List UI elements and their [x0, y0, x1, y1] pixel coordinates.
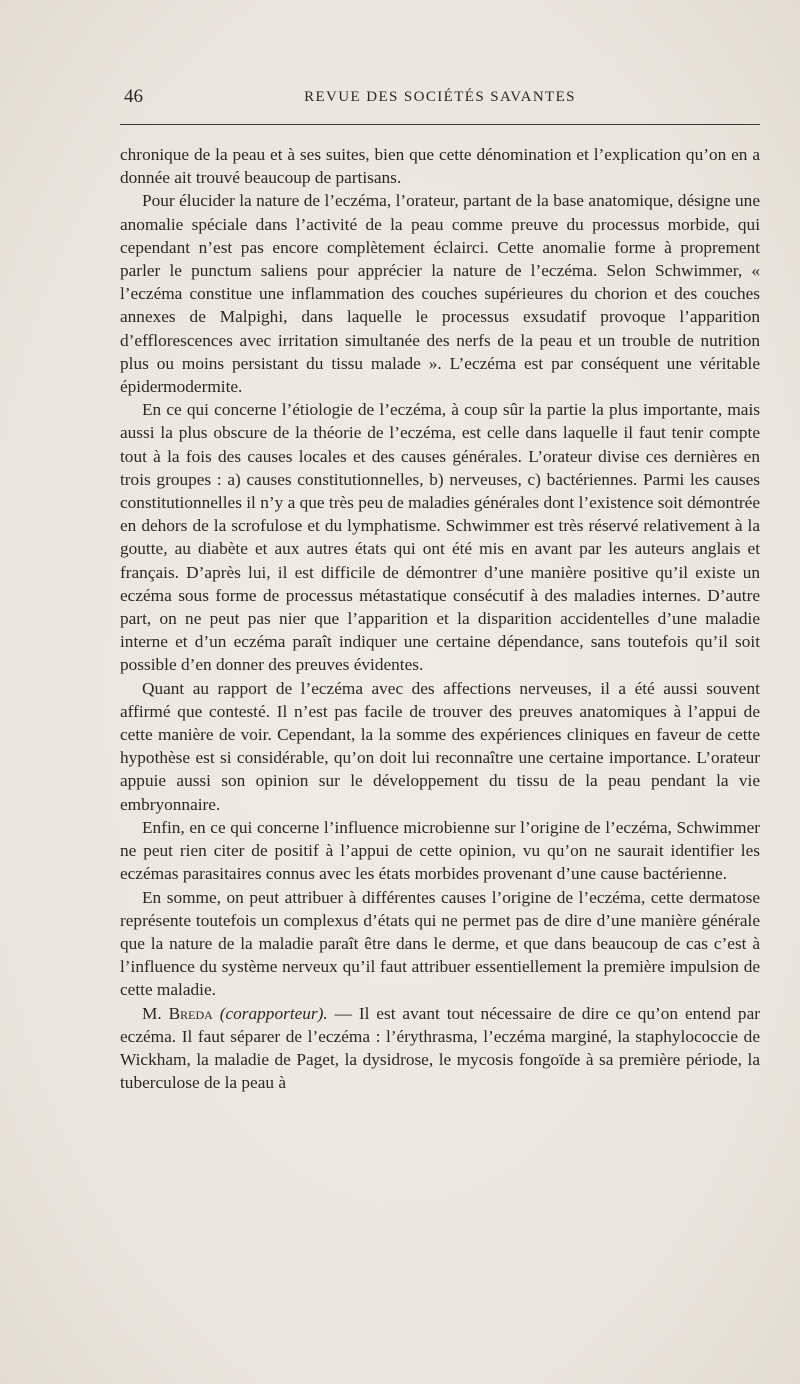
paragraph-7-text: — Il est avant tout nécessaire de dire ce qu’on entend par eczéma. Il faut séparer de l’eczéma : l’érythrasma, l’eczéma marginé, la staphylococcie de Wickham, la maladie de Paget, la dysidrose, le mycosis fongoïde à sa première période, la tuberculose de la peau à	[120, 1003, 760, 1093]
paragraph-7	[120, 1002, 760, 1095]
paragraph-5: Enfin, en ce qui concerne l’influence microbienne sur l’origine de l’eczéma, Schwimmer ne peut rien citer de positif à l’appui de cette opinion, vu qu’on ne saurait identifier les eczémas parasitaires connus avec les états morbides provenant d’une cause bactérienne.	[120, 817, 760, 884]
paragraph-4: Quant au rapport de l’eczéma avec des affections nerveuses, il a été aussi souvent affirmé que contesté. Il n’est pas facile de trouver des preuves anatomiques à l’appui de cette manière de voir. Cependant, la la somme des expériences cliniques en faveur de cette hypothèse est si considérable, qu’on doit lui reconnaître une certaine importance. L’orateur appuie aussi son opinion sur le développement du tissu de la peau pendant la vie embryonnaire.	[120, 678, 760, 814]
paragraph-3: En ce qui concerne l’étiologie de l’eczéma, à coup sûr la partie la plus importante, mais aussi la plus obscure de la théorie de l’eczéma, est celle dans laquelle il faut tenir compte tout à la fois des causes locales et des causes générales. L’orateur divise ces dernières en trois groupes : a) causes constitutionnelles, b) nerveuses, c) bactériennes. Parmi les causes constitutionnelles il n’y a que très peu de maladies générales dont l’existence soit démontrée en dehors de la scrofulose et du lymphatisme. Schwimmer est très réservé relativement à la goutte, au diabète et aux autres états qui ont été mis en avant par les auteurs anglais et français. D’après lui, il est difficile de démontrer d’une manière positive qu’il existe un eczéma sous forme de processus métastatique consécutif à des maladies internes. D’autre part, on ne peut pas nier que l’apparition et la disparition accidentelles d’une maladie interne et d’un eczéma paraît indiquer une certaine dépendance, sans toutefois qu’il soit possible d’en donner des preuves évidentes.	[120, 400, 760, 675]
speaker-name: Breda	[168, 1003, 213, 1023]
speaker-role: (corapporteur).	[219, 1003, 328, 1023]
running-title: REVUE DES SOCIÉTÉS SAVANTES	[304, 89, 576, 105]
paragraph-1: chronique de la peau et à ses suites, bien que cette dénomination et l’explication qu’on en a donnée ait trouvé beaucoup de partisans.	[120, 145, 760, 188]
page-header	[120, 86, 760, 110]
speaker-prefix: M.	[142, 1003, 169, 1023]
body-text	[120, 143, 760, 1094]
header-rule	[120, 124, 760, 125]
paragraph-6: En somme, on peut attribuer à différentes causes l’origine de l’eczéma, cette dermatose représente toutefois un complexus d’états qui ne permet pas de dire d’une manière générale que la nature de la maladie paraît être dans le derme, et que dans beaucoup de cas c’est à l’influence du système nerveux qu’il faut attribuer essentiellement la première impulsion de cette maladie.	[120, 887, 760, 1000]
paragraph-2: Pour élucider la nature de l’eczéma, l’orateur, partant de la base anatomique, désigne une anomalie spéciale dans l’activité de la peau comme preuve du processus morbide, qui cependant n’est pas encore complètement éclairci. Cette anomalie forme à proprement parler le punctum saliens pour apprécier la nature de l’eczéma. Selon Schwimmer, « l’eczéma constitue une inflammation des couches supérieures du chorion et des couches annexes de Malpighi, dans laquelle le processus exsudatif provoque l’apparition d’efflorescences avec irritation simultanée des nerfs de la peau et un trouble de nutrition plus ou moins persistant du tissu malade ». L’eczéma est par conséquent une véritable épidermodermite.	[120, 191, 760, 397]
page-number: 46	[124, 86, 143, 107]
